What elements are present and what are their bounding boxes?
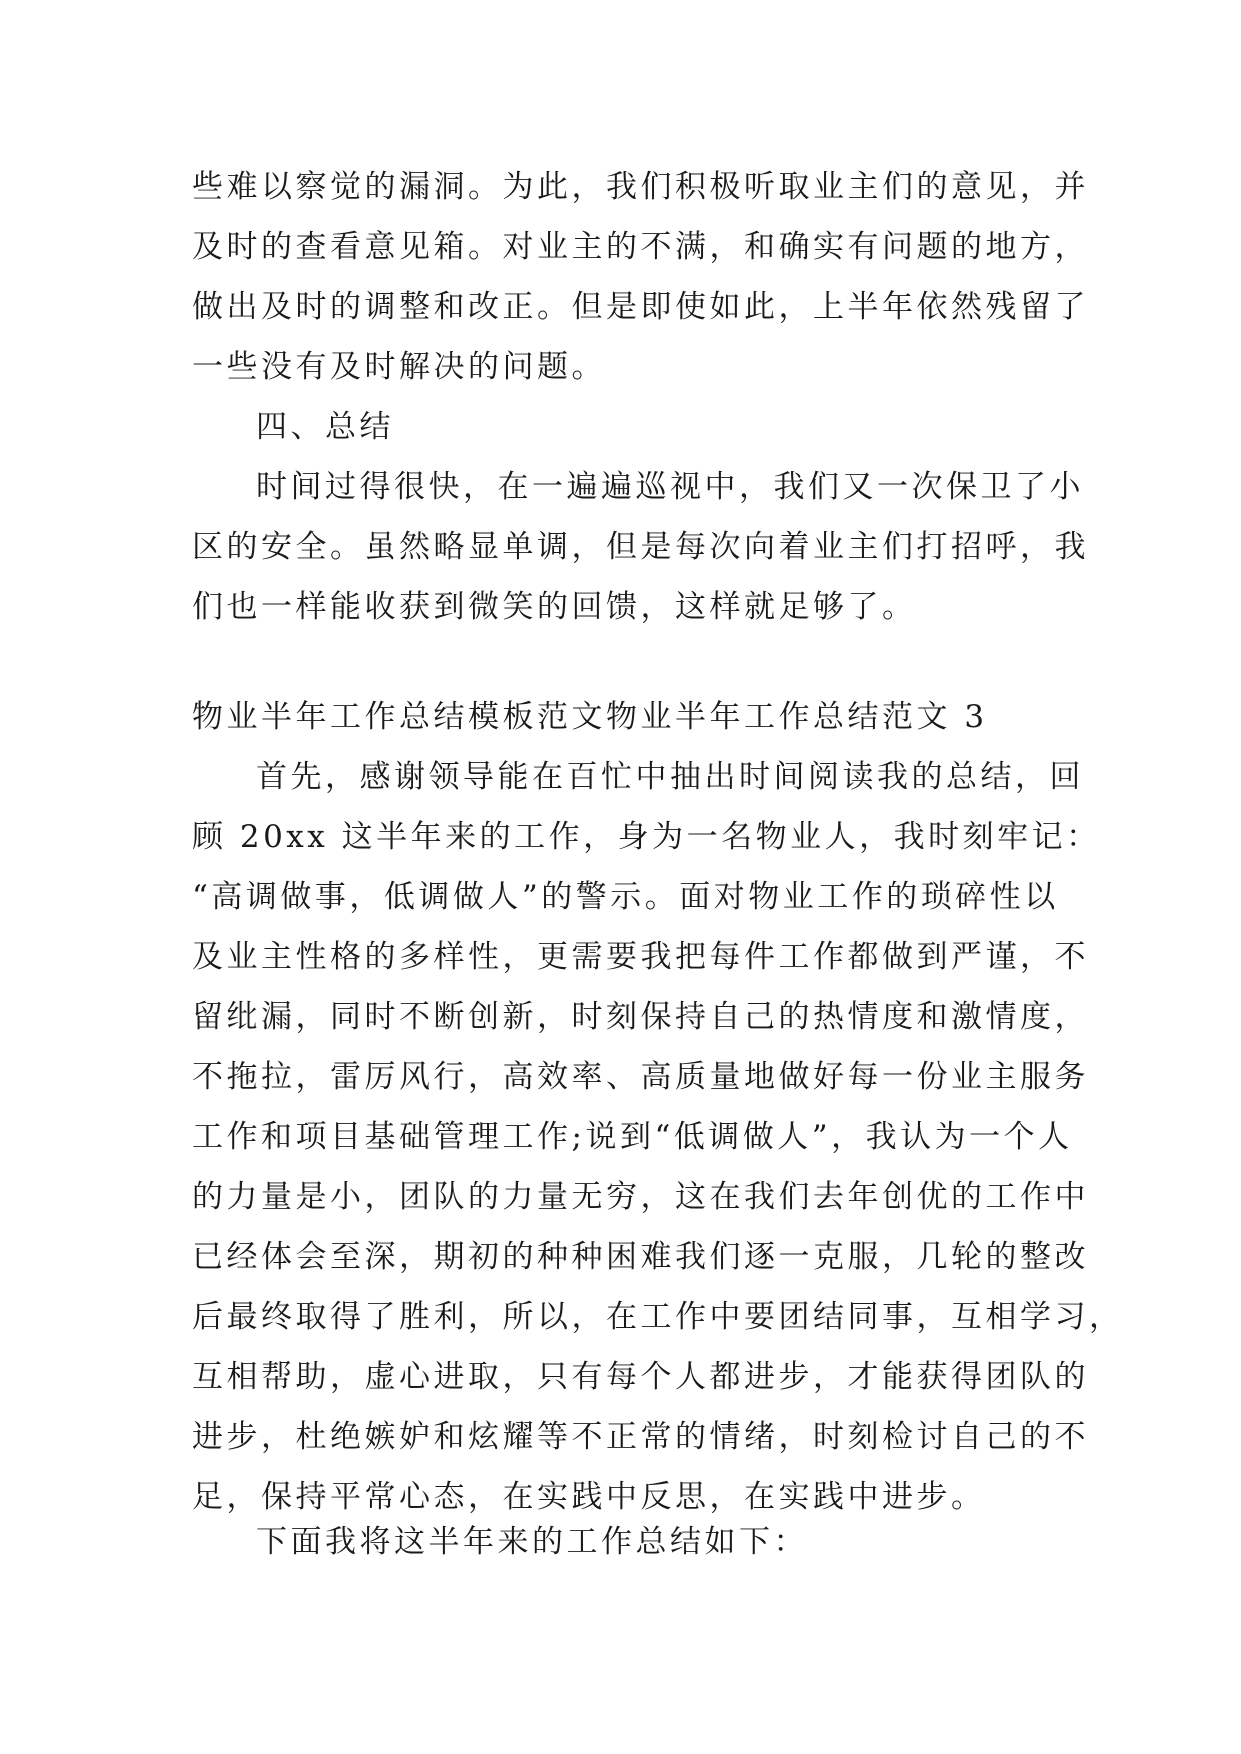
intro-paragraph xyxy=(192,747,1124,1527)
text-line: 互相帮助，虚心进取，只有每个人都进步，才能获得团队的 xyxy=(192,1359,1089,1395)
text-line: 首先，感谢领导能在百忙中抽出时间阅读我的总结，回 xyxy=(256,759,1084,795)
text-line: 足，保持平常心态，在实践中反思，在实践中进步。 xyxy=(192,1479,986,1515)
text-line: 做出及时的调整和改正。但是即使如此，上半年依然残留了 xyxy=(192,289,1089,325)
text-line: 工作和项目基础管理工作;说到“低调做人”，我认为一个人 xyxy=(192,1119,1073,1155)
text-line: 后最终取得了胜利，所以，在工作中要团结同事，互相学习， xyxy=(192,1299,1124,1335)
text-line: 时间过得很快，在一遍遍巡视中，我们又一次保卫了小 xyxy=(256,469,1084,505)
text-line: 及时的查看意见箱。对业主的不满，和确实有问题的地方， xyxy=(192,229,1089,265)
text-line: 们也一样能收获到微笑的回馈，这样就足够了。 xyxy=(192,589,917,625)
section-title-text: 物业半年工作总结模板范文物业半年工作总结范文 3 xyxy=(192,699,988,735)
text-line: 留纰漏，同时不断创新，时刻保持自己的热情度和激情度， xyxy=(192,999,1089,1035)
text-line: “高调做事，低调做人”的警示。面对物业工作的琐碎性以 xyxy=(192,879,1059,915)
continued-paragraph xyxy=(192,157,1089,397)
text-line: 的力量是小，团队的力量无穷，这在我们去年创优的工作中 xyxy=(192,1179,1089,1215)
heading-text: 四、总结 xyxy=(256,409,394,445)
text-line: 进步，杜绝嫉妒和炫耀等不正常的情绪，时刻检讨自己的不 xyxy=(192,1419,1089,1455)
text-line: 顾 20xx 这半年来的工作，身为一名物业人，我时刻牢记： xyxy=(192,819,1101,855)
text-line: 及业主性格的多样性，更需要我把每件工作都做到严谨，不 xyxy=(192,939,1089,975)
text-line: 下面我将这半年来的工作总结如下： xyxy=(256,1524,808,1560)
section-heading-four xyxy=(192,397,1072,457)
text-line: 已经体会至深，期初的种种困难我们逐一克服，几轮的整改 xyxy=(192,1239,1089,1275)
section-title xyxy=(192,687,1072,747)
closing-paragraph xyxy=(192,1512,1072,1572)
text-line: 区的安全。虽然略显单调，但是每次向着业主们打招呼，我 xyxy=(192,529,1089,565)
text-line: 不拖拉，雷厉风行，高效率、高质量地做好每一份业主服务 xyxy=(192,1059,1089,1095)
text-line: 些难以察觉的漏洞。为此，我们积极听取业主们的意见，并 xyxy=(192,169,1089,205)
text-line: 一些没有及时解决的问题。 xyxy=(192,349,606,385)
summary-paragraph xyxy=(192,457,1089,637)
